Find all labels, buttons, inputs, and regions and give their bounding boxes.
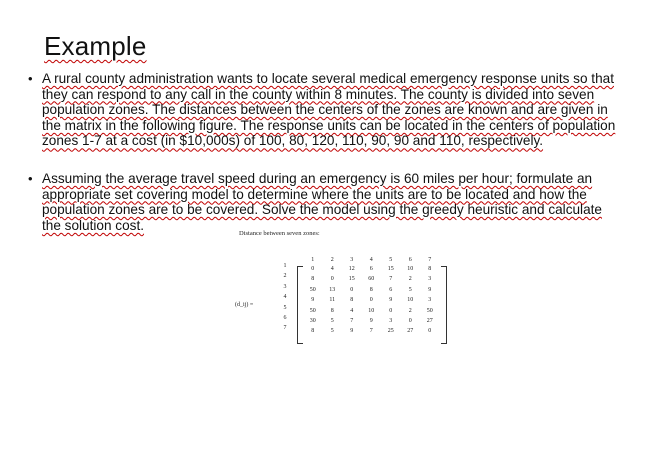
matrix-cell: 0: [369, 297, 373, 304]
matrix-cell: 60: [368, 276, 375, 283]
matrix-cell: 50: [309, 307, 316, 314]
matrix-cell: 3: [428, 297, 432, 304]
matrix-cell: 15: [387, 266, 394, 272]
matrix-cell: 9: [350, 328, 354, 335]
matrix-cell: 8: [428, 266, 432, 272]
column-header: 5: [389, 257, 393, 263]
matrix-cell: 30: [309, 317, 316, 324]
matrix-cell: 10: [407, 266, 414, 272]
bullet-marker: •: [28, 71, 33, 86]
row-header: 4: [283, 294, 287, 301]
matrix-cell: 9: [389, 297, 393, 304]
matrix-cell: 3: [428, 276, 432, 283]
matrix-cell: 0: [428, 328, 432, 335]
matrix-right-bracket: [441, 266, 447, 344]
matrix-cell: 4: [350, 307, 354, 314]
matrix-cell: 8: [311, 328, 315, 335]
slide-title: Example: [44, 31, 147, 61]
row-header: 3: [283, 283, 287, 290]
matrix-grid: [303, 264, 440, 337]
bullet-text-task: Assuming the average travel speed during an emergency is 60 miles per hour; formulate an appropriate set covering model to determine where the units are to be located and how the population zones are to be covered. Solve the model using the greedy heuristic and calculate the solution cost.: [42, 171, 602, 233]
matrix-cell: 25: [387, 328, 394, 335]
matrix-row: [303, 285, 440, 295]
matrix-cell: 5: [408, 286, 412, 293]
matrix-cell: 0: [311, 266, 315, 272]
matrix-cell: 9: [311, 297, 315, 304]
column-header: 4: [369, 257, 373, 263]
distance-matrix-figure: [235, 230, 465, 355]
bullet-item-1: [28, 71, 618, 149]
matrix-cell: 0: [408, 317, 412, 324]
matrix-cell: 4: [330, 266, 334, 272]
column-header: 3: [350, 257, 354, 263]
matrix-cell: 50: [426, 307, 433, 314]
matrix-row: [303, 274, 440, 284]
matrix-cell: 8: [311, 276, 315, 283]
matrix-row: [303, 264, 440, 274]
matrix-cell: 50: [309, 286, 316, 293]
matrix-cell: 15: [348, 276, 355, 283]
matrix-cell: 12: [348, 266, 355, 272]
matrix-cell: 2: [408, 276, 412, 283]
column-header: 7: [428, 257, 432, 263]
matrix-label: (d_ij) =: [235, 302, 254, 308]
matrix-cell: 10: [368, 307, 375, 314]
matrix-cell: 8: [369, 286, 373, 293]
bullet-text-problem-statement: A rural county administration wants to locate several medical emergency response units so that they can respond to any call in the county within 8 minutes. The county is divided into seven population zones. The distances between the centers of the zones are known and are given in the matrix in the following figure. The response units can be located in the centers of population zones 1-7 at a cost (in $10,000s) of 100, 80, 120, 110, 90, 90 and 110, respectively.: [42, 71, 616, 149]
row-header: 2: [283, 273, 287, 280]
row-header: 5: [283, 304, 287, 311]
matrix-cell: 8: [330, 307, 334, 314]
matrix-cell: 9: [428, 286, 432, 293]
matrix-cell: 8: [350, 297, 354, 304]
matrix-cell: 11: [329, 297, 336, 304]
matrix-cell: 6: [369, 266, 373, 272]
bullet-item-2: [28, 171, 618, 233]
figure-caption: Distance between seven zones:: [239, 230, 320, 237]
matrix-cell: 3: [389, 317, 393, 324]
matrix-row: [303, 295, 440, 305]
row-header: 6: [283, 314, 287, 321]
matrix-cell: 5: [330, 317, 334, 324]
matrix-cell: 0: [350, 286, 354, 293]
column-header: 6: [408, 257, 412, 263]
column-header: 1: [311, 257, 315, 263]
matrix-cell: 6: [389, 286, 393, 293]
matrix-row: [303, 316, 440, 326]
matrix-cell: 27: [426, 317, 433, 324]
column-header: 2: [330, 257, 334, 263]
matrix-column-headers: [303, 257, 440, 263]
matrix-row: [303, 326, 440, 336]
matrix-row-headers: [280, 261, 290, 334]
matrix-cell: 27: [407, 328, 414, 335]
matrix-cell: 9: [369, 317, 373, 324]
bullet-marker: •: [28, 171, 33, 186]
matrix-cell: 7: [350, 317, 354, 324]
matrix-cell: 0: [389, 307, 393, 314]
matrix-cell: 7: [369, 328, 373, 335]
matrix-cell: 2: [408, 307, 412, 314]
matrix-cell: 0: [330, 276, 334, 283]
matrix-cell: 5: [330, 328, 334, 335]
matrix-cell: 10: [407, 297, 414, 304]
matrix-row: [303, 306, 440, 316]
matrix-cell: 13: [329, 286, 336, 293]
matrix-cell: 7: [389, 276, 393, 283]
row-header: 7: [283, 325, 287, 332]
row-header: 1: [283, 263, 287, 269]
